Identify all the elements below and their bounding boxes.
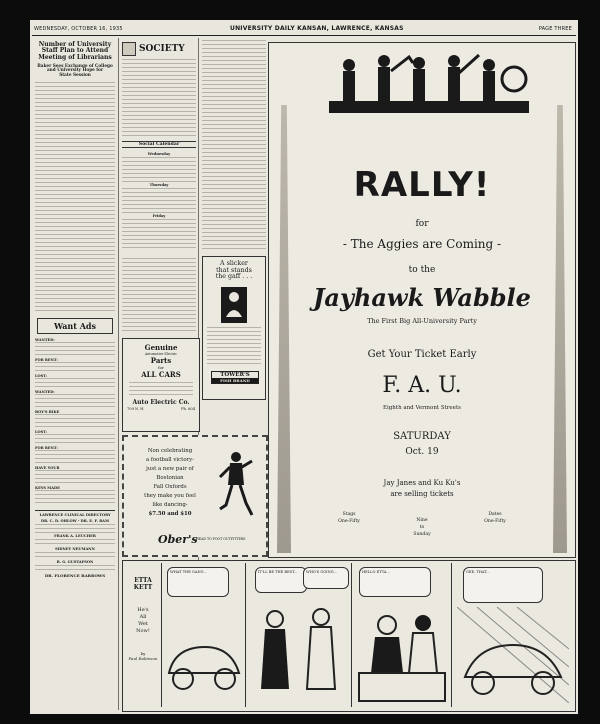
auto-text xyxy=(129,382,193,396)
slicker-line: the gaff . . . xyxy=(215,273,253,281)
column-2-lower-text xyxy=(122,258,196,334)
auto-contact xyxy=(127,407,195,411)
ad-text xyxy=(35,434,115,446)
auto-electric-name: Auto Electric Co. xyxy=(132,399,190,406)
comic-subtitle-line: He's xyxy=(137,607,149,613)
obers-line: Bostonian xyxy=(156,475,184,481)
time-label: to xyxy=(419,525,425,530)
directory-entry: DR. C. D. OHLOW - DR. E. F. RAM xyxy=(41,519,109,524)
directory-text xyxy=(35,565,115,573)
headline-line: Staff Plan to Attend xyxy=(41,47,109,55)
ad-label: FOR RENT: xyxy=(35,358,58,363)
obers-line: Non celebrating xyxy=(147,448,193,454)
selling-line: are selling tickets xyxy=(390,490,454,498)
tickets-line: Get Your Ticket Early xyxy=(367,349,477,360)
directory-entry: FRANK A. LEUCHER xyxy=(54,534,96,539)
obers-line: like dancing- xyxy=(152,502,188,508)
band-illustration-icon xyxy=(329,51,529,121)
comic-panel-4 xyxy=(453,563,573,707)
fisherman-icon xyxy=(221,287,247,323)
column-1 xyxy=(35,40,115,712)
time-label: Sunday xyxy=(413,532,431,537)
event-day: SATURDAY xyxy=(393,431,451,442)
column-rule xyxy=(118,38,119,710)
ad-label: WANTED: xyxy=(35,338,55,343)
headline-line: Number of University xyxy=(38,41,112,48)
event-name: Jayhawk Wabble xyxy=(313,283,531,312)
subhead-line: Baker Sees Exchange of Collego xyxy=(37,62,113,68)
fish-brand-label: FISH BRAND xyxy=(212,378,258,383)
subhead-line: State Session xyxy=(59,71,91,77)
comic-author: Paul Robinson xyxy=(128,656,158,661)
auto-parts-ad xyxy=(122,338,200,432)
calendar-day: Friday xyxy=(152,214,166,218)
price-stags xyxy=(329,511,369,525)
comic-subtitle-line: All xyxy=(139,614,147,620)
price-dates xyxy=(475,511,515,525)
event-date: Oct. 19 xyxy=(405,447,439,457)
social-calendar-title: Social Calendar xyxy=(122,141,196,148)
venue-address: Eighth and Vermont Streets xyxy=(383,405,461,411)
ad-text xyxy=(35,342,115,358)
rain-car-icon xyxy=(457,607,569,703)
header-paper: UNIVERSITY DAILY KANSAN, LAWRENCE, KANSAS xyxy=(230,25,404,32)
speech-balloon: GEE, THAT... xyxy=(463,567,543,603)
ad-label: HAVE YOUR xyxy=(35,466,60,471)
newspaper-page xyxy=(30,20,578,714)
ad-text xyxy=(35,394,115,410)
comic-strip xyxy=(122,560,576,712)
directory-text xyxy=(35,539,115,547)
bands-line: Jay Janes and Ku Ku's xyxy=(383,479,461,487)
subhead-line: and University Hope for xyxy=(46,67,104,73)
subheadline xyxy=(35,64,115,77)
directory-text xyxy=(35,552,115,560)
obers-prices: $7.50 and $10 xyxy=(148,511,192,517)
ad-text xyxy=(35,450,115,466)
column-3-text xyxy=(202,40,266,252)
obers-logo: Ober's xyxy=(158,533,198,546)
directory-list xyxy=(35,519,115,578)
towers-logo xyxy=(211,371,259,384)
rally-for: for xyxy=(415,219,429,229)
all-cars-label: ALL CARS xyxy=(141,370,181,379)
header-rule xyxy=(32,35,576,36)
rally-title: RALLY! xyxy=(353,165,491,205)
dancer-icon xyxy=(218,449,254,519)
venue-name: F. A. U. xyxy=(382,373,462,398)
directory-text xyxy=(35,524,115,534)
comic-subtitle xyxy=(125,607,161,635)
auto-address: 709 N. H. xyxy=(127,407,145,411)
society-title: SOCIETY xyxy=(139,44,185,54)
directory-entry: R. G. GUSTAFSON xyxy=(56,560,94,565)
header-date: WEDNESDAY, OCTOBER 16, 1935 xyxy=(34,26,123,32)
ad-text xyxy=(35,414,115,430)
ad-text xyxy=(35,490,115,506)
obers-line: they make you feel xyxy=(144,493,196,499)
rally-to-the: to the xyxy=(408,265,436,275)
obers-line: Fall Oxfords xyxy=(153,484,187,490)
column-2 xyxy=(122,40,196,255)
obers-copy xyxy=(130,447,210,519)
comic-panel-2 xyxy=(247,563,352,707)
comic-panel-1 xyxy=(163,563,246,707)
speech-balloon: IT'LL BE THE BEST... xyxy=(255,567,307,593)
for-label: for xyxy=(158,365,164,370)
ad-label: LOST: xyxy=(35,374,48,379)
ad-text xyxy=(35,378,115,390)
ad-label: LOST: xyxy=(35,430,48,435)
speech-balloon: WHO'S GOING... xyxy=(303,567,349,589)
price-time xyxy=(402,517,442,538)
comic-subtitle-line: Wet xyxy=(138,621,148,627)
auto-phone: Ph. 604 xyxy=(181,407,195,411)
price-value: One-Fifty xyxy=(484,519,506,524)
society-text xyxy=(122,59,196,137)
calendar-day: Wednesday xyxy=(147,152,171,156)
society-emblem-icon xyxy=(122,42,136,56)
article-text xyxy=(35,82,115,312)
obers-tagline: HEAD TO FOOT OUTFITTERS xyxy=(196,537,246,541)
calendar-text xyxy=(122,157,196,183)
rally-ad xyxy=(268,42,576,558)
obers-line: a football victory- xyxy=(145,457,195,463)
event-subtitle: The First Big All-University Party xyxy=(367,317,477,325)
calendar-text xyxy=(122,188,196,214)
directory-entry: SIDNEY NEUMANN xyxy=(55,547,95,552)
ad-label: FOR RENT: xyxy=(35,446,58,451)
obers-ad xyxy=(122,435,268,557)
slicker-ad xyxy=(202,256,266,400)
rally-aggies-line: - The Aggies are Coming - xyxy=(342,237,502,251)
society-heading xyxy=(122,42,196,56)
ad-label: WANTED: xyxy=(35,390,55,395)
accessories-label: Automotive Electric xyxy=(144,352,178,356)
slicker-headline xyxy=(203,261,265,281)
students-icon xyxy=(251,599,347,703)
directory-entry: DR. FLORENCE BARROWS xyxy=(44,573,106,579)
headline-line: Meeting of Librarians xyxy=(38,53,112,61)
want-ads-title: Want Ads xyxy=(37,318,113,334)
towers-brand: TOWER'S xyxy=(220,372,250,378)
time-label: Nine xyxy=(416,518,428,523)
price-label: Dates xyxy=(488,512,502,517)
calendar-text xyxy=(122,219,196,249)
comic-title-line: ETTA xyxy=(134,577,152,584)
speech-balloon: HELLO ETTA... xyxy=(359,567,431,597)
header-page: PAGE THREE xyxy=(538,26,572,32)
want-ads-list xyxy=(35,338,115,506)
obers-line: just a new pair of xyxy=(146,466,194,472)
ad-text xyxy=(35,362,115,374)
directory-title: LAWRENCE CLINICAL DIRECTORY xyxy=(35,510,115,517)
price-label: Stags xyxy=(342,512,356,517)
genuine-label: Genuine xyxy=(144,343,178,352)
couple-icon xyxy=(357,603,447,703)
comic-panel-3 xyxy=(353,563,452,707)
ad-text xyxy=(35,470,115,486)
comic-by: by xyxy=(140,651,146,656)
slicker-text xyxy=(207,327,261,367)
column-2-lower xyxy=(122,258,196,334)
car-icon xyxy=(165,633,243,695)
comic-title-panel xyxy=(125,563,162,707)
speech-balloon: WHAT THE GANG... xyxy=(167,567,229,597)
comic-subtitle-line: Now! xyxy=(136,628,150,634)
price-value: One-Fifty xyxy=(338,519,360,524)
society-continued-text xyxy=(202,40,266,252)
calendar-day: Thursday xyxy=(149,183,169,187)
headline xyxy=(35,42,115,61)
slicker-line: that stands xyxy=(216,266,252,274)
comic-title-line: KETT xyxy=(133,584,153,591)
slicker-line: A slicker xyxy=(220,260,248,267)
ad-label: KEYS MADE xyxy=(35,486,60,491)
parts-label: Parts xyxy=(150,356,172,365)
ad-label: BOY'S BIKE xyxy=(35,410,60,415)
